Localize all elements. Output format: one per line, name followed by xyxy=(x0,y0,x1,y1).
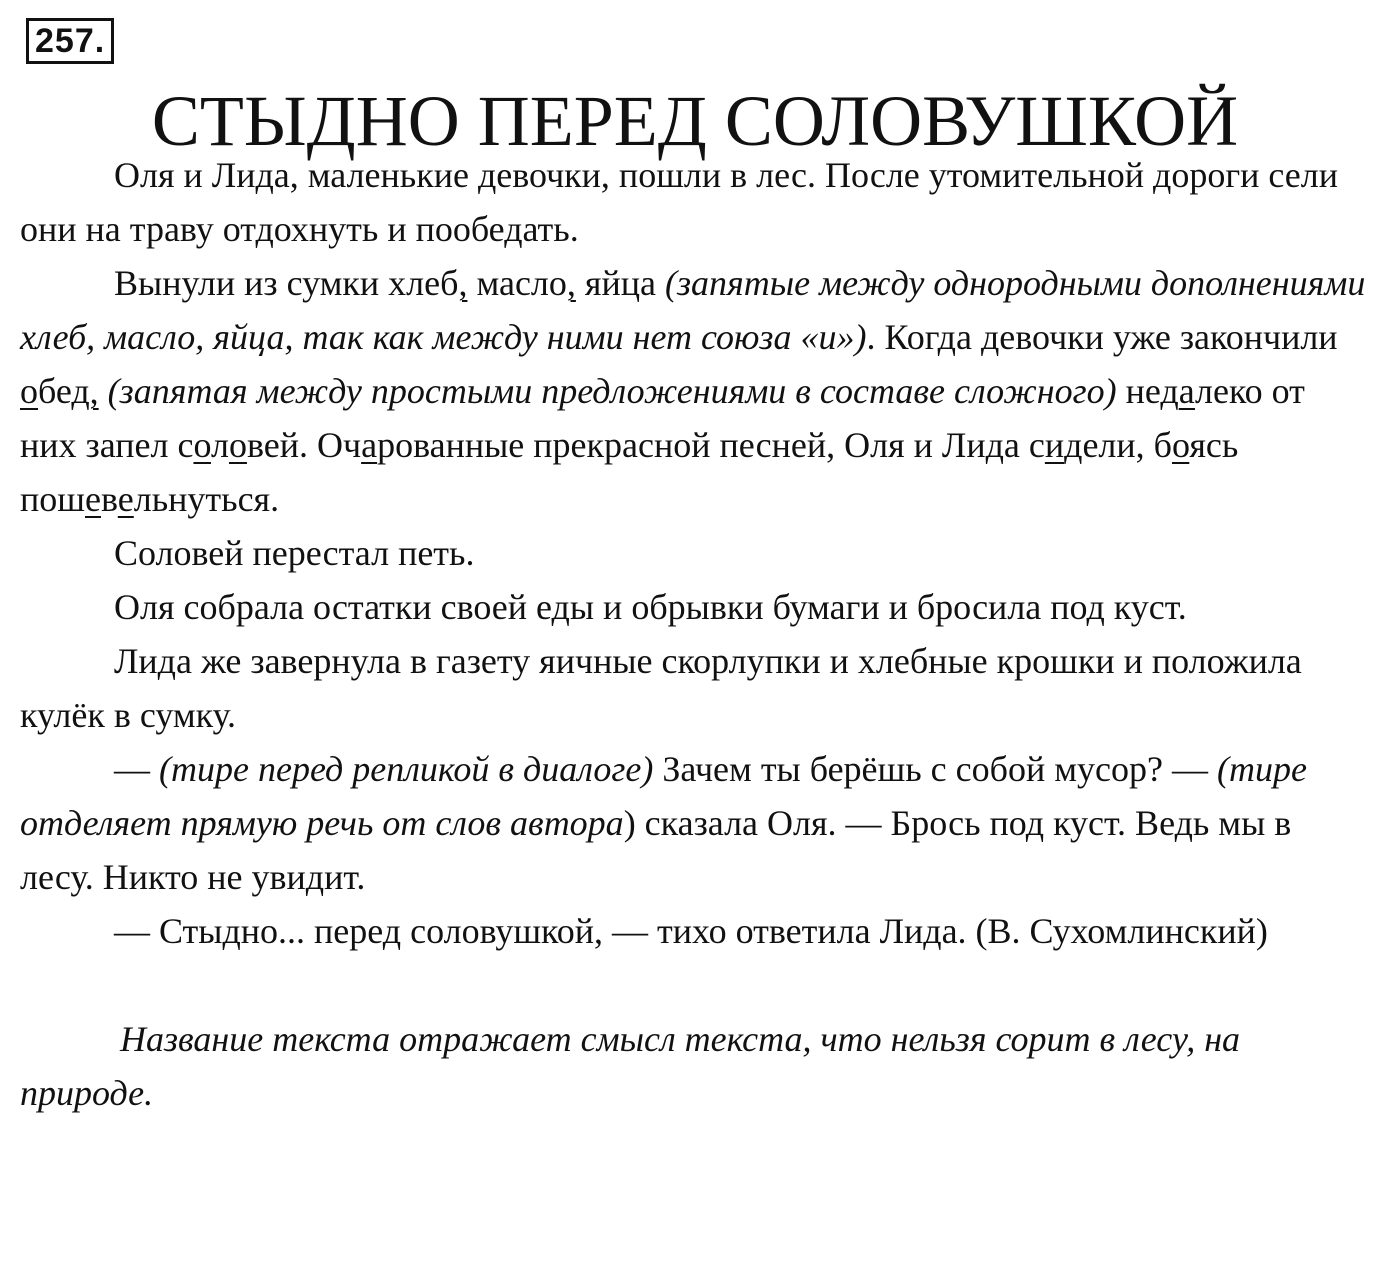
underlined-comma: , xyxy=(566,263,576,303)
underlined-comma: , xyxy=(458,263,468,303)
underlined-letter: е xyxy=(85,479,101,519)
text-run: ) сказала Оля. — Брось под куст. Ведь мы в лесу. Никто не увидит. xyxy=(20,803,1292,897)
underlined-letter: о xyxy=(20,371,38,411)
paragraph-1: Оля и Лида, маленькие девочки, пошли в лес. После утомительной дороги сели они на траву отдохнуть и пообедать. xyxy=(20,155,1338,249)
underlined-letter: е xyxy=(117,479,134,519)
underlined-letter: о xyxy=(228,425,247,465)
text-run: бед xyxy=(38,371,90,411)
text-run: л xyxy=(210,425,229,465)
punctuation-note: (запятые между однородными дополнениями хлеб, масло, яйца, так как между ними нет союза «и») xyxy=(20,263,1366,357)
text-run: масло xyxy=(467,263,567,303)
text-run: Зачем ты берёшь с собой мусор? — xyxy=(653,749,1217,789)
text-run: яйца xyxy=(575,263,665,303)
underlined-letter: и xyxy=(1044,425,1065,465)
text-run: Вынули из сумки хлеб xyxy=(114,263,459,303)
conclusion: Название текста отражает смысл текста, что нельзя сорит в лесу, на природе. xyxy=(20,1019,1241,1113)
text-run: льнуться. xyxy=(133,479,280,519)
punctuation-note: (тире перед репликой в диалоге) xyxy=(159,749,654,789)
text-run: — xyxy=(114,749,159,789)
paragraph-2 xyxy=(20,256,1370,526)
exercise-number: 257. xyxy=(26,18,114,64)
text-run: . Когда девочки уже закончили xyxy=(866,317,1338,357)
punctuation-note: (запятая между простыми предложениями в составе сложного) xyxy=(107,371,1117,411)
text-run: в xyxy=(100,479,118,519)
text-run: рованные прекрасной песней, Оля и Лида с xyxy=(377,425,1045,465)
underlined-comma: , xyxy=(89,371,99,411)
paragraph-7: — Стыдно... перед соловушкой, — тихо ответила Лида. (В. Сухомлинский) xyxy=(114,911,1268,951)
punctuation-note: (тире отделяет прямую речь от слов автора xyxy=(20,749,1307,843)
text-run: леко от них запел с xyxy=(20,371,1305,465)
underlined-letter: о xyxy=(1171,425,1190,465)
paragraph-3: Соловей перестал петь. xyxy=(114,533,475,573)
paragraph-6 xyxy=(20,742,1370,904)
text-run: вей. Оч xyxy=(246,425,362,465)
paragraph-4: Оля собрала остатки своей еды и обрывки бумаги и бросила под куст. xyxy=(114,587,1187,627)
paragraph-5: Лида же завернула в газету яичные скорлупки и хлебные крошки и положила кулёк в сумку. xyxy=(20,641,1302,735)
document-body xyxy=(20,81,1370,1120)
underlined-letter: а xyxy=(361,425,378,465)
text-title: СТЫДНО ПЕРЕД СОЛОВУШКОЙ xyxy=(151,81,1239,161)
text-run: дели, б xyxy=(1064,425,1172,465)
underlined-letter: о xyxy=(193,425,211,465)
text-run: ясь пош xyxy=(20,425,1239,519)
text-run: нед xyxy=(1116,371,1179,411)
text-run xyxy=(99,371,108,411)
underlined-letter: а xyxy=(1178,371,1196,411)
